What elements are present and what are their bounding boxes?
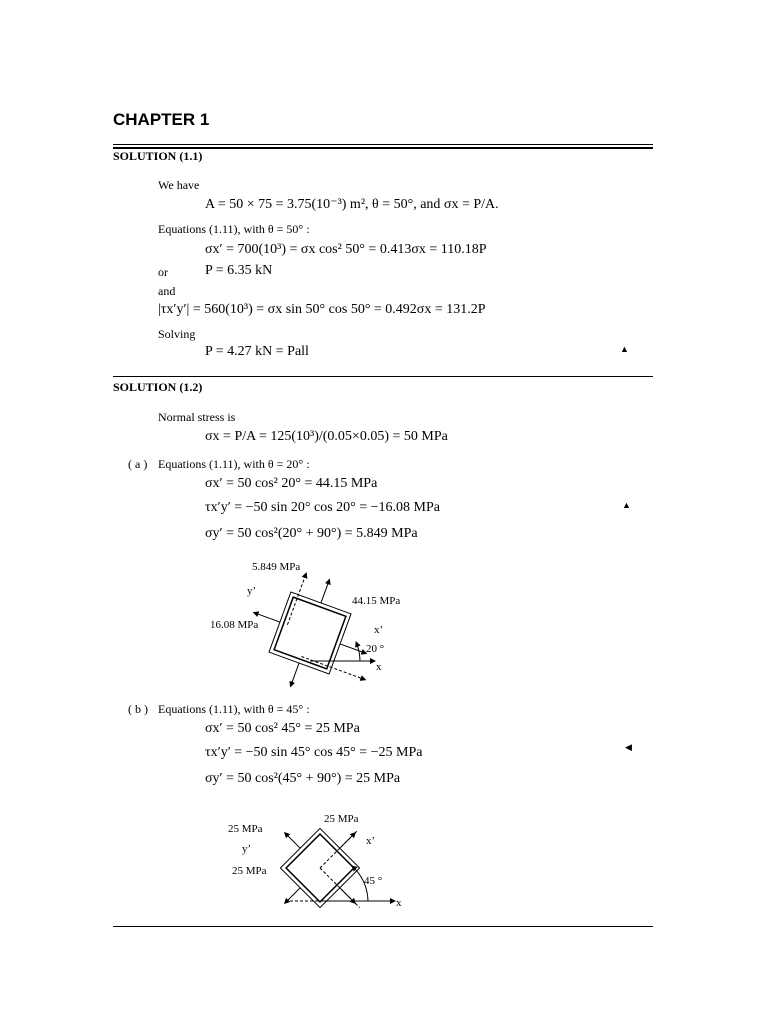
- answer-marker-icon: ◀: [625, 742, 632, 752]
- footer-divider: [113, 926, 653, 927]
- or-label: or: [158, 265, 168, 279]
- fig-a-label-angle: 20 °: [366, 643, 385, 655]
- fig-a-label-left: 16.08 MPa: [210, 619, 259, 631]
- part-a-label: ( a ): [128, 457, 148, 471]
- equations-intro-a: Equations (1.11), with θ = 20° :: [158, 457, 310, 471]
- stress-element-figure-b: [220, 808, 420, 912]
- part-a-tau: τx′y′ = −50 sin 20° cos 20° = −16.08 MPa: [205, 500, 440, 515]
- part-a-sigma-x: σx′ = 50 cos² 20° = 44.15 MPa: [205, 476, 378, 491]
- fig-b-label-x: x: [396, 897, 402, 909]
- fig-b-label-left: 25 MPa: [232, 865, 267, 877]
- fig-b-label-top-left: 25 MPa: [228, 823, 263, 835]
- solution-1-1-heading: SOLUTION (1.1): [113, 149, 203, 163]
- section-divider: [113, 376, 653, 377]
- stress-element-figure-a: [200, 558, 430, 688]
- fig-a-label-x: x: [376, 661, 382, 673]
- p-result: P = 6.35 kN: [205, 263, 273, 278]
- fig-a-label-right: 44.15 MPa: [352, 595, 401, 607]
- stress-element-square-b: [249, 808, 396, 912]
- normal-stress-label: Normal stress is: [158, 410, 236, 424]
- fig-a-label-y: y’: [247, 585, 257, 597]
- fig-b-label-y: y’: [242, 843, 252, 855]
- fig-b-label-xprime: x’: [366, 835, 376, 847]
- part-a-sigma-y: σy′ = 50 cos²(20° + 90°) = 5.849 MPa: [205, 526, 418, 541]
- part-b-sigma-x: σx′ = 50 cos² 45° = 25 MPa: [205, 721, 360, 736]
- part-b-tau: τx′y′ = −50 sin 45° cos 45° = −25 MPa: [205, 745, 423, 760]
- part-b-label: ( b ): [128, 702, 148, 716]
- fig-b-label-top: 25 MPa: [324, 813, 359, 825]
- fig-a-label-top: 5.849 MPa: [252, 561, 301, 573]
- tau-equation: |τx′y′| = 560(10³) = σx sin 50° cos 50° = 0.492σx = 131.2P: [158, 302, 486, 317]
- solving-label: Solving: [158, 327, 196, 341]
- chapter-title: CHAPTER 1: [113, 110, 210, 129]
- part-b-sigma-y: σy′ = 50 cos²(45° + 90°) = 25 MPa: [205, 771, 401, 786]
- sigma-x-prime-equation: σx′ = 700(10³) = σx cos² 50° = 0.413σx = 110.18P: [205, 242, 487, 257]
- fig-b-label-angle: 45 °: [364, 875, 383, 887]
- fig-a-label-xprime: x’: [374, 624, 384, 636]
- p-allowable: P = 4.27 kN = Pall: [205, 344, 309, 359]
- and-label: and: [158, 284, 176, 298]
- equations-intro-b: Equations (1.11), with θ = 45° :: [158, 702, 310, 716]
- equations-intro-1-1: Equations (1.11), with θ = 50° :: [158, 222, 310, 236]
- answer-marker-icon: ▲: [620, 344, 629, 354]
- sigma-x-equation: σx = P/A = 125(10³)/(0.05×0.05) = 50 MPa: [205, 429, 448, 444]
- heading-rule-top: [113, 144, 653, 145]
- answer-marker-icon: ▲: [622, 500, 631, 510]
- we-have-label: We have: [158, 178, 200, 192]
- solution-1-2-heading: SOLUTION (1.2): [113, 380, 203, 394]
- area-equation: A = 50 × 75 = 3.75(10⁻³) m², θ = 50°, and σx = P/A.: [205, 197, 499, 212]
